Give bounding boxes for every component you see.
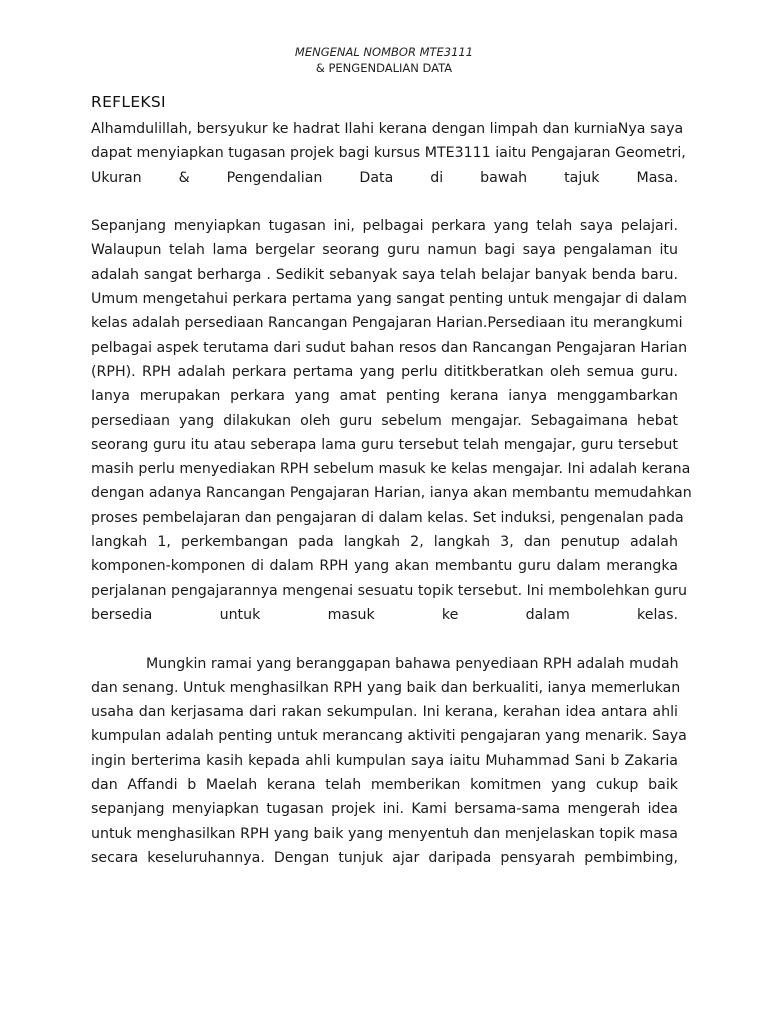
text-line: Umum mengetahui perkara pertama yang sangat penting untuk mengajar di dalam [91, 291, 687, 308]
text-line: dapat menyiapkan tugasan projek bagi kursus MTE3111 iaitu Pengajaran Geometri, [91, 145, 686, 162]
paragraph-3 [91, 652, 687, 871]
text-line: kelas adalah persediaan Rancangan Pengajaran Harian.Persediaan itu merangkumi [91, 315, 683, 332]
text-line: persediaan yang dilakukan oleh guru sebelum mengajar. Sebagaimana hebat [91, 412, 678, 429]
text-line: masih perlu menyediakan RPH sebelum masuk ke kelas mengajar. Ini adalah kerana [91, 461, 691, 478]
paragraph-spacer [91, 190, 678, 214]
text-line: dengan adanya Rancangan Pengajaran Harian, ianya akan membantu memudahkan [91, 485, 692, 502]
section-title: REFLEKSI [91, 93, 166, 111]
text-line: ingin berterima kasih kepada ahli kumpulan saya iaitu Muhammad Sani b Zakaria [91, 752, 678, 769]
header-course-subtitle: & PENGENDALIAN DATA [315, 61, 453, 75]
text-line: Ukuran & Pengendalian Data di bawah tajuk Masa. [91, 169, 678, 186]
text-line: kumpulan adalah penting untuk merancang aktiviti pengajaran yang menarik. Saya [91, 728, 687, 745]
document-body [91, 117, 692, 870]
text-line: seorang guru itu atau seberapa lama guru tersebut telah mengajar, guru tersebut [91, 436, 678, 453]
text-line: sepanjang menyiapkan tugasan projek ini. Kami bersama-sama mengerah idea [91, 801, 678, 818]
text-line: dan senang. Untuk menghasilkan RPH yang baik dan berkualiti, ianya memerlukan [91, 679, 681, 696]
text-line: Sepanjang menyiapkan tugasan ini, pelbagai perkara yang telah saya pelajari. [91, 218, 678, 235]
text-line: usaha dan kerjasama dari rakan sekumpulan. Ini kerana, kerahan idea antara ahli [91, 704, 678, 721]
text-line: Ianya merupakan perkara yang amat penting kerana ianya menggambarkan [91, 388, 678, 405]
paragraph-2 [91, 214, 692, 627]
text-line: proses pembelajaran dan pengajaran di dalam kelas. Set induksi, pengenalan pada [91, 509, 684, 526]
text-line: Walaupun telah lama bergelar seorang guru namun bagi saya pengalaman itu [91, 242, 678, 259]
text-line: pelbagai aspek terutama dari sudut bahan resos dan Rancangan Pengajaran Harian [91, 339, 688, 356]
text-line: komponen-komponen di dalam RPH yang akan membantu guru dalam merangka [91, 558, 678, 575]
paragraph-1 [91, 117, 686, 190]
text-line: untuk menghasilkan RPH yang baik yang menyentuh dan menjelaskan topik masa [91, 825, 678, 842]
text-line: bersedia untuk masuk ke dalam kelas. [91, 606, 678, 623]
text-line: secara keseluruhannya. Dengan tunjuk ajar daripada pensyarah pembimbing, [91, 849, 678, 866]
text-line: langkah 1, perkembangan pada langkah 2, langkah 3, dan penutup adalah [91, 534, 678, 551]
text-line: Mungkin ramai yang beranggapan bahawa penyediaan RPH adalah mudah [146, 655, 679, 672]
paragraph-spacer [91, 627, 678, 651]
header-course-title: MENGENAL NOMBOR MTE3111 [294, 45, 474, 59]
text-line: adalah sangat berharga . Sedikit sebanyak saya telah belajar banyak benda baru. [91, 266, 678, 283]
text-line: perjalanan pengajarannya mengenai sesuatu topik tersebut. Ini membolehkan guru [91, 582, 687, 599]
page-header [0, 44, 768, 76]
text-line: Alhamdulillah, bersyukur ke hadrat Ilahi kerana dengan limpah dan kurniaNya saya [91, 121, 684, 137]
text-line: dan Affandi b Maelah kerana telah memberikan komitmen yang cukup baik [91, 777, 678, 794]
text-line: (RPH). RPH adalah perkara pertama yang perlu dititkberatkan oleh semua guru. [91, 363, 678, 380]
